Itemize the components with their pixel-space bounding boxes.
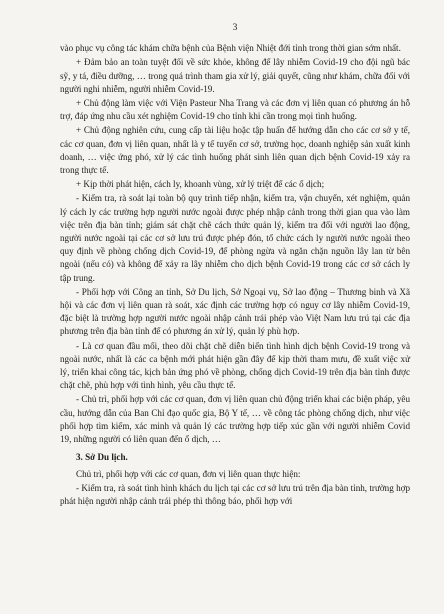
paragraph-pasteur: + Chủ động làm việc với Viện Pasteur Nha Trang và các đơn vị liên quan có phương án hỗ trợ, đáp ứng nhu cầu xét nghiệm Covid-19 cho tỉnh khi cần trong mọi tình huống. bbox=[60, 98, 410, 122]
paragraph-isolation: + Kịp thời phát hiện, cách ly, khoanh vùng, xử lý triệt để các ổ dịch; bbox=[76, 179, 325, 190]
paragraph-coordination: - Phối hợp với Công an tỉnh, Sở Du lịch, Sở Ngoại vụ, Sở lao động – Thương binh và Xã hội và các đơn vị liên quan rà soát, xác định các trường hợp có nguy cơ lây nhiễm Covid-19, đặc biệt là trường hợp người nước ngoài nhập cảnh trái phép vào Việt Nam lưu trú tại các địa phương trên địa bàn tỉnh để có phương án xử lý, quản lý phù hợp. bbox=[60, 286, 410, 337]
page-number: 3 bbox=[232, 23, 238, 33]
paragraph-review: - Kiểm tra, rà soát lại toàn bộ quy trình tiếp nhận, kiểm tra, vận chuyển, xét nghiệm, quản lý cách ly các trường hợp người nước ngoài được phép nhập cảnh trong thời gian qua vào làm việc trên địa bàn tỉnh; giám sát chặt chẽ cách thức quản lý, kiểm tra đối với người lao động, người nước ngoài tại các cơ sở lưu trú được phép đón, tổ chức cách ly người nước ngoài theo quy định về phòng chống dịch Covid-19, để phòng ngừa và ngăn chặn nguồn lây lan từ bên ngoài (nếu có) và không để xảy ra lây nhiễm cho dịch bệnh Covid-19 trong các cơ sở cách ly tập trung. bbox=[60, 193, 410, 283]
paragraph-guidance: - Chủ trì, phối hợp với các cơ quan, đơn vị liên quan chủ động triển khai các biện pháp, yêu cầu, hướng dẫn của Ban Chỉ đạo quốc gia, Bộ Y tế, … về công tác phòng chống dịch, như việc phối hợp tìm kiếm, xác minh và quản lý các trường hợp tiếp xúc gần với người nhiễm Covid 19, những người có liên quan đến ổ dịch, … bbox=[60, 394, 410, 445]
paragraph-training: + Chủ động nghiên cứu, cung cấp tài liệu hoặc tập huấn để hướng dẫn cho các cơ sở y tế, các cơ quan, đơn vị liên quan, nhất là y tế tuyến cơ sở, trường học, doanh nghiệp sản xuất kinh doanh, … việc ứng phó, xử lý các tình huống phát sinh liên quan dịch bệnh Covid-19 xảy ra trong thực tế. bbox=[60, 125, 410, 176]
paragraph-tourism-check: - Kiểm tra, rà soát tình hình khách du lịch tại các cơ sở lưu trú trên địa bàn tỉnh, trường hợp phát hiện người nhập cảnh trái phép thì thông báo, phối hợp với bbox=[60, 482, 410, 506]
section-heading-tourism: 3. Sở Du lịch. bbox=[76, 452, 128, 463]
paragraph-continuation: vào phục vụ công tác khám chữa bệnh của Bệnh viện Nhiệt đới tỉnh trong thời gian sớm nhất. bbox=[60, 43, 401, 54]
paragraph-focal-point: - Là cơ quan đầu mối, theo dõi chặt chẽ diễn biến tình hình dịch bệnh Covid-19 trong và ngoài nước, nhất là các ca bệnh mới phát hiện gần đây để kịp thời tham mưu, đề xuất việc xử lý, triển khai công tác, kịch bản ứng phó về phòng, chống dịch Covid-19 trên địa bàn tỉnh được chặt chẽ, phù hợp với tình hình, yêu cầu thực tế. bbox=[60, 340, 410, 391]
paragraph-tourism-lead: Chủ trì, phối hợp với các cơ quan, đơn vị liên quan thực hiện: bbox=[76, 468, 301, 479]
paragraph-safety: + Đảm bảo an toàn tuyệt đối về sức khỏe, không để lây nhiễm Covid-19 cho đội ngũ bác sỹ, y tá, điều dưỡng, … trong quá trình tham gia xử lý, giải quyết, cũng như khám, chữa đối với người nghi nhiễm, người nhiễm Covid-19. bbox=[60, 57, 410, 94]
